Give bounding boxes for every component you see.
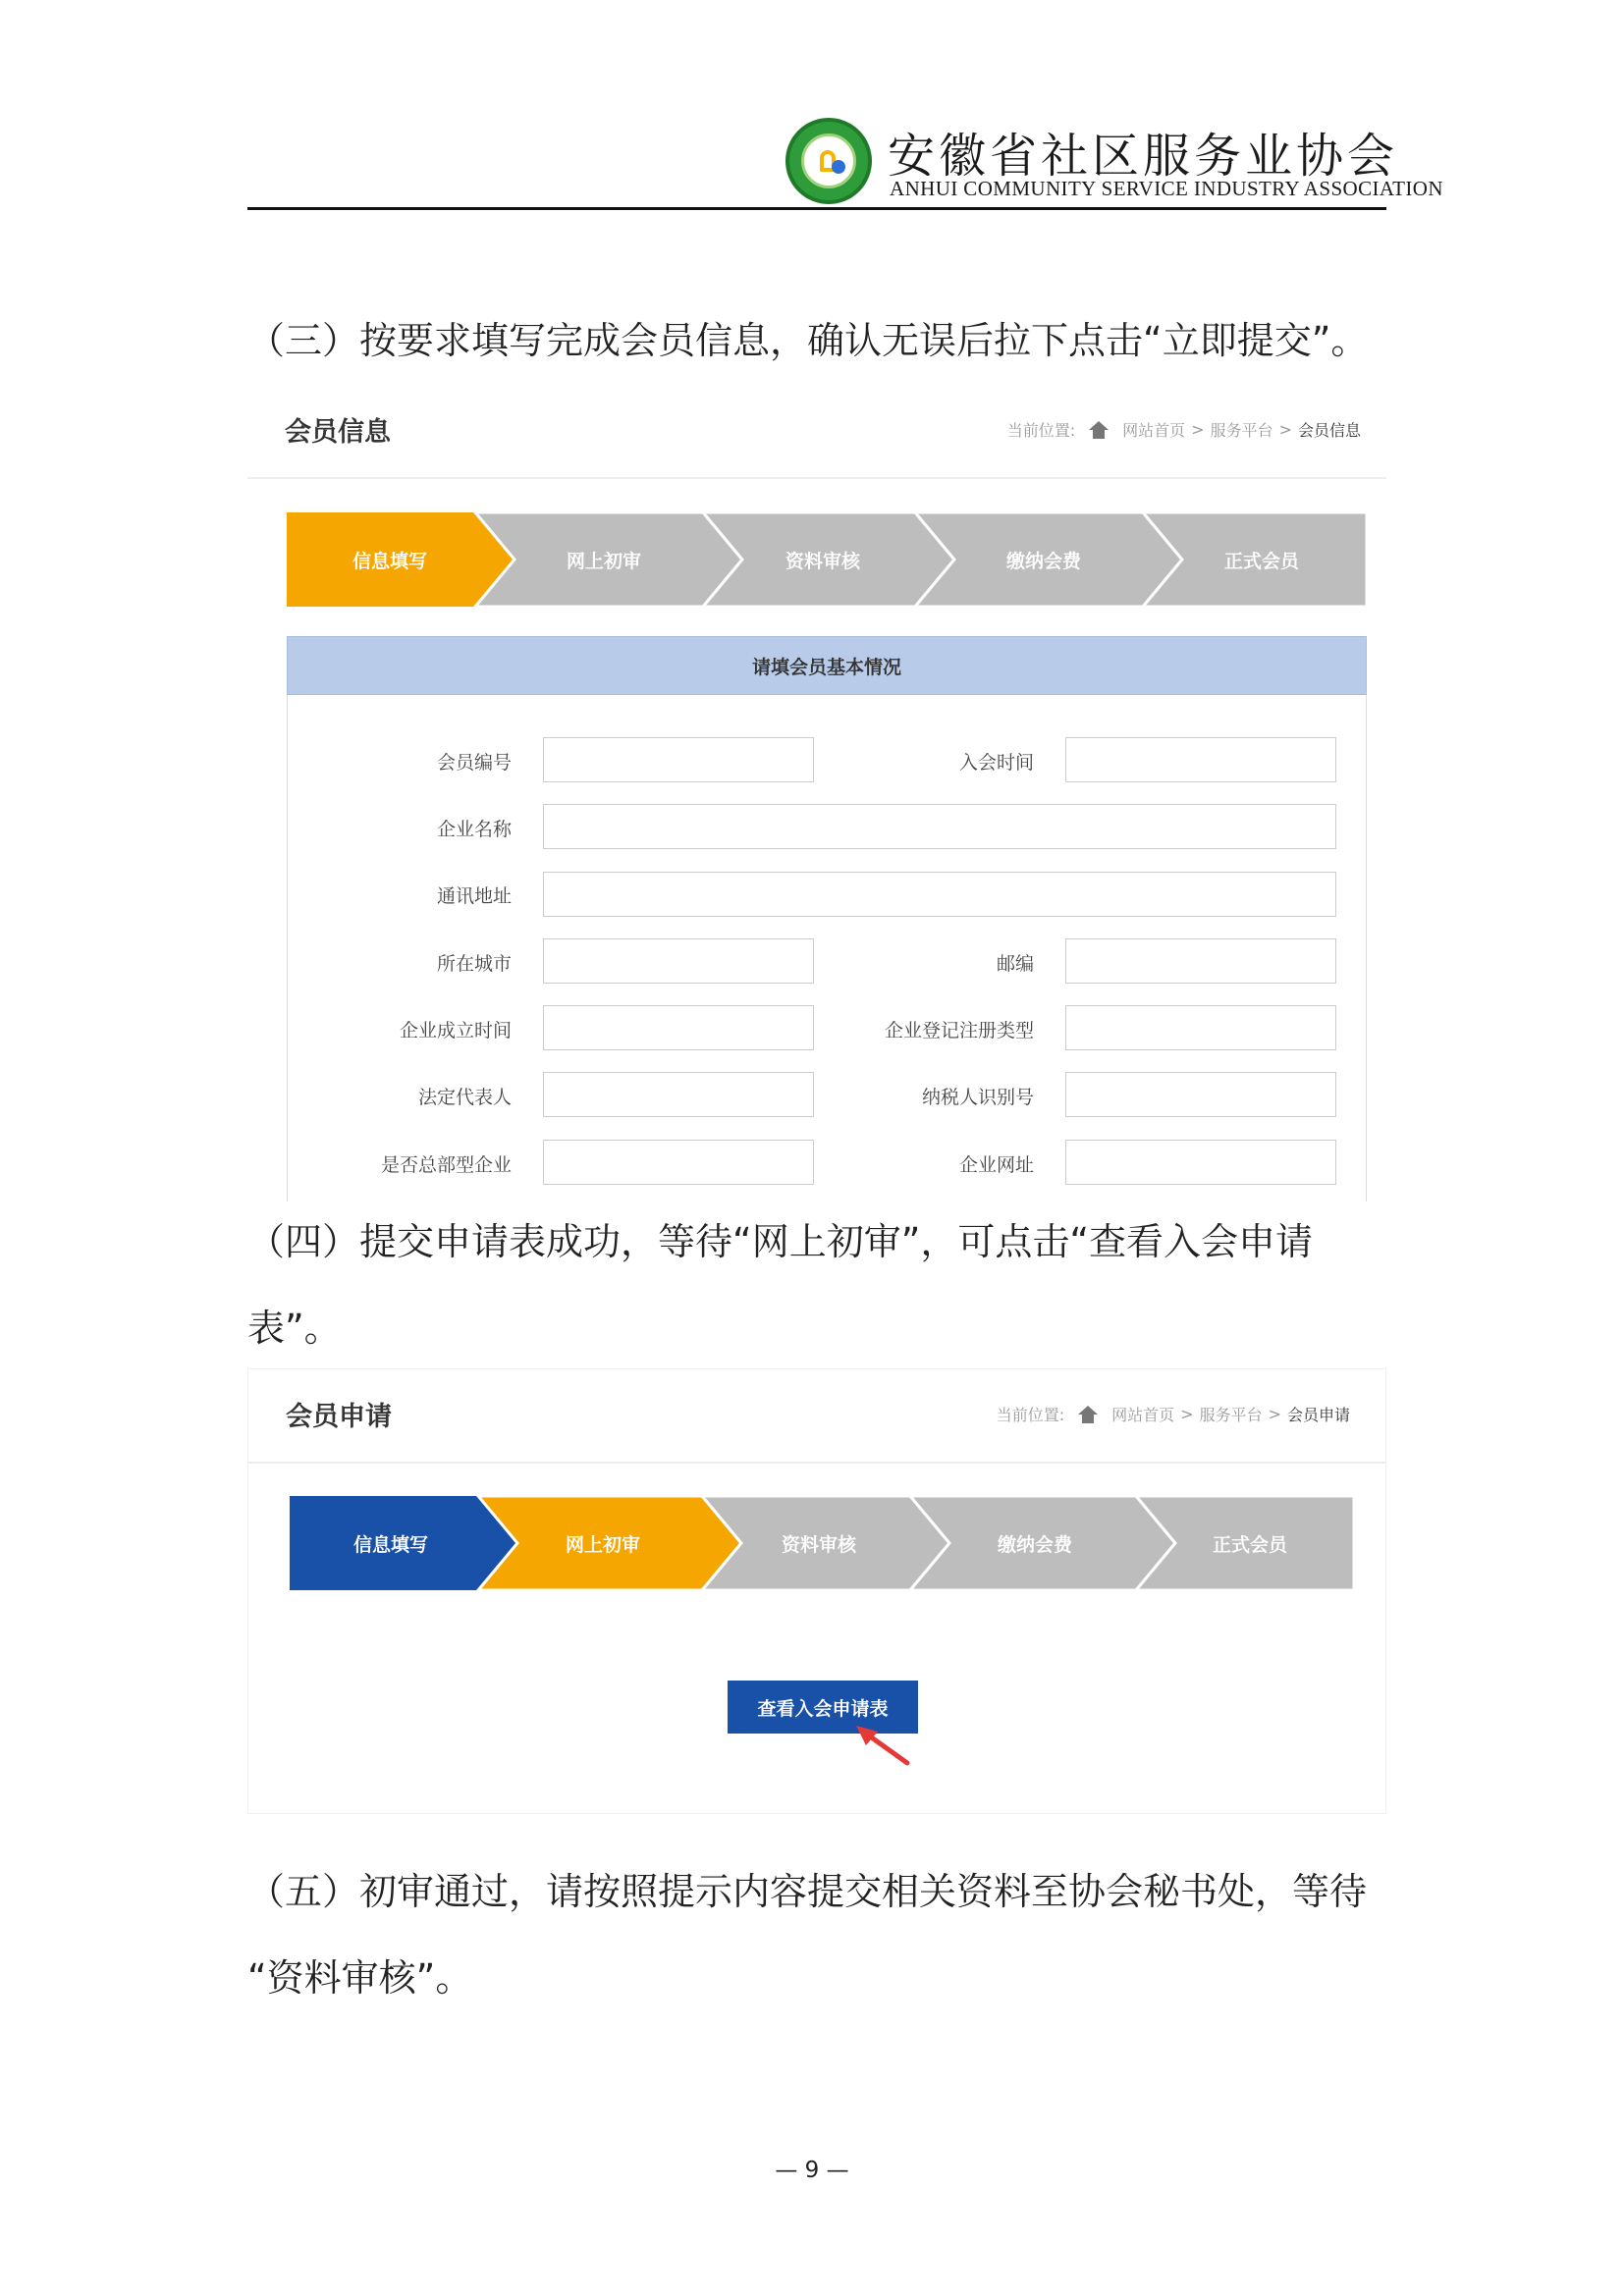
label-reg-type: 企业登记注册类型 xyxy=(884,1020,1034,1041)
label-legal-rep: 法定代表人 xyxy=(417,1087,512,1108)
member-no-input[interactable] xyxy=(543,737,814,782)
breadcrumb-item-current: 会员申请 xyxy=(1286,1406,1350,1424)
website-input[interactable] xyxy=(1065,1140,1336,1185)
step-pay-fee: 缴纳会费 xyxy=(1005,550,1081,572)
view-application-button[interactable]: 查看入会申请表 xyxy=(728,1681,918,1734)
label-tax-id: 纳税人识别号 xyxy=(921,1087,1034,1108)
page-number: — 9 — xyxy=(775,2158,849,2183)
breadcrumb-item-platform[interactable]: 服务平台 xyxy=(1199,1406,1263,1424)
breadcrumb-item-home[interactable]: 网站首页 xyxy=(1111,1406,1175,1424)
home-icon[interactable] xyxy=(1089,421,1109,439)
breadcrumb-separator: > xyxy=(1191,420,1205,439)
paragraph-step-5-line1: （五）初审通过，请按照提示内容提交相关资料至协会秘书处，等待 xyxy=(247,1870,1368,1913)
breadcrumb-separator: > xyxy=(1268,1405,1281,1423)
paragraph-step-5-line2: “资料审核”。 xyxy=(247,1956,473,2000)
label-website: 企业网址 xyxy=(958,1154,1034,1176)
progress-steps-2 xyxy=(290,1496,1354,1590)
founded-input[interactable] xyxy=(543,1005,814,1050)
reg-type-input[interactable] xyxy=(1065,1005,1336,1050)
breadcrumb-label: 当前位置: xyxy=(1006,421,1076,440)
city-input[interactable] xyxy=(543,938,814,984)
company-name-input[interactable] xyxy=(543,804,1336,849)
divider xyxy=(247,477,1386,479)
breadcrumb-item-current: 会员信息 xyxy=(1297,421,1361,440)
step-info-fill: 信息填写 xyxy=(352,1533,428,1556)
step-pay-fee: 缴纳会费 xyxy=(997,1533,1072,1556)
label-address: 通讯地址 xyxy=(436,885,512,907)
paragraph-step-4-line2: 表”。 xyxy=(247,1307,342,1350)
breadcrumb-label: 当前位置: xyxy=(996,1406,1065,1424)
form-title: 请填会员基本情况 xyxy=(287,636,1367,695)
step-online-review: 网上初审 xyxy=(566,550,641,572)
home-icon[interactable] xyxy=(1078,1406,1098,1423)
label-join-time: 入会时间 xyxy=(958,752,1034,774)
panel-title: 会员申请 xyxy=(286,1402,392,1432)
paragraph-step-4-line1: （四）提交申请表成功，等待“网上初审”，可点击“查看入会申请 xyxy=(247,1220,1314,1263)
tax-id-input[interactable] xyxy=(1065,1072,1336,1117)
label-hq: 是否总部型企业 xyxy=(380,1154,512,1176)
document-header xyxy=(247,118,1443,210)
divider xyxy=(248,1462,1385,1464)
step-document-review: 资料审核 xyxy=(781,1533,856,1556)
label-city: 所在城市 xyxy=(436,953,512,975)
label-company-name: 企业名称 xyxy=(436,819,512,840)
member-form xyxy=(287,695,1367,1201)
label-member-no: 会员编号 xyxy=(436,752,512,774)
breadcrumb-separator: > xyxy=(1180,1405,1194,1423)
org-name-cn: 安徽省社区服务业协会 xyxy=(888,129,1399,184)
step-official-member: 正式会员 xyxy=(1212,1533,1287,1556)
breadcrumb-item-home[interactable]: 网站首页 xyxy=(1122,421,1186,440)
org-name-en: ANHUI COMMUNITY SERVICE INDUSTRY ASSOCIATION xyxy=(890,177,1443,200)
member-application-panel xyxy=(247,1368,1386,1814)
breadcrumb-separator: > xyxy=(1278,420,1292,439)
association-logo-icon xyxy=(785,118,872,204)
breadcrumb-item-platform[interactable]: 服务平台 xyxy=(1210,421,1273,440)
panel-title: 会员信息 xyxy=(285,417,391,448)
hq-input[interactable] xyxy=(543,1140,814,1185)
progress-steps-1 xyxy=(287,512,1367,607)
step-document-review: 资料审核 xyxy=(785,550,860,572)
breadcrumb xyxy=(997,1403,1350,1425)
join-time-input[interactable] xyxy=(1065,737,1336,782)
step-info-fill: 信息填写 xyxy=(352,550,427,572)
breadcrumb xyxy=(1007,418,1361,441)
step-online-review: 网上初审 xyxy=(565,1533,640,1556)
step-official-member: 正式会员 xyxy=(1223,550,1299,572)
paragraph-step-3: （三）按要求填写完成会员信息，确认无误后拉下点击“立即提交”。 xyxy=(247,319,1369,362)
label-postcode: 邮编 xyxy=(996,953,1034,975)
legal-rep-input[interactable] xyxy=(543,1072,814,1117)
red-pointer-arrow-icon xyxy=(852,1722,913,1769)
postcode-input[interactable] xyxy=(1065,938,1336,984)
label-founded: 企业成立时间 xyxy=(399,1020,512,1041)
address-input[interactable] xyxy=(543,872,1336,917)
